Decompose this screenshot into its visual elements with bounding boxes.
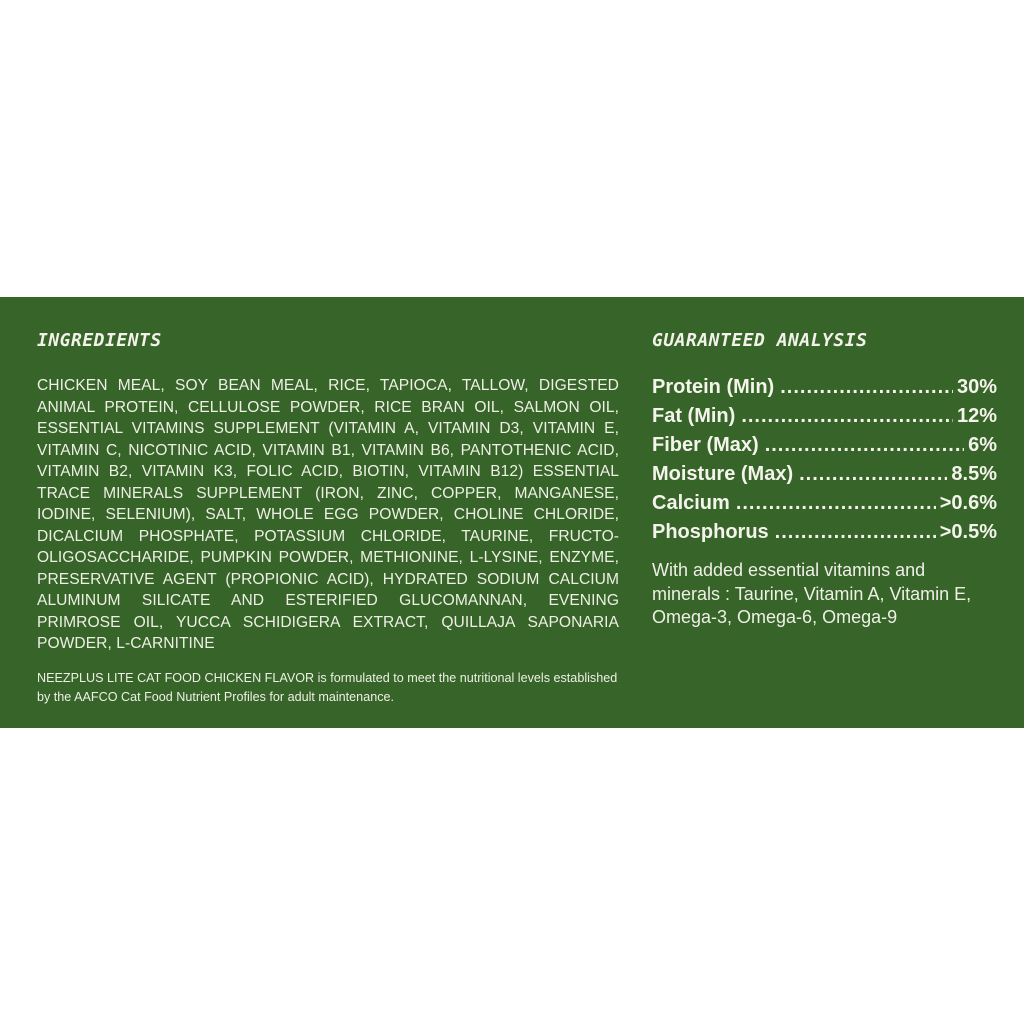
analysis-value: 8.5% (951, 463, 997, 485)
analysis-list (652, 373, 997, 547)
analysis-name: Phosphorus (652, 521, 769, 543)
analysis-value: 30% (956, 376, 997, 398)
analysis-heading: GUARANTEED ANALYSIS (652, 330, 868, 351)
leader-dots (775, 518, 936, 547)
added-vitamins-text: With added essential vitamins and minerals : Taurine, Vitamin A, Vitamin E, Omega-3, Omega-6, Omega-9 (652, 560, 972, 627)
ingredients-section (37, 327, 619, 708)
analysis-row-calcium (652, 489, 997, 518)
analysis-value: >0.6% (939, 492, 997, 514)
analysis-row-fat (652, 402, 997, 431)
analysis-row-phosphorus (652, 518, 997, 547)
analysis-name: Moisture (Max) (652, 463, 794, 485)
analysis-name: Calcium (652, 492, 730, 514)
ingredients-heading: INGREDIENTS (37, 330, 162, 351)
leader-dots (799, 460, 947, 489)
analysis-name: Fiber (Max) (652, 434, 759, 456)
ingredients-text: CHICKEN MEAL, SOY BEAN MEAL, RICE, TAPIOCA, TALLOW, DIGESTED ANIMAL PROTEIN, CELLULOSE POWDER, RICE BRAN OIL, SALMON OIL, ESSENTIAL VITAMINS SUPPLEMENT (VITAMIN A, VITAMIN D3, VITAMIN E, VITAMIN C, NICOTINIC ACID, VITAMIN B1, VITAMIN B6, PANTOTHENIC ACID, VITAMIN B2, VITAMIN K3, FOLIC ACID, BIOTIN, VITAMIN B12) ESSENTIAL TRACE MINERALS SUPPLEMENT (IRON, ZINC, COPPER, MANGANESE, IODINE, SELENIUM), SALT, WHOLE EGG POWDER, CHOLINE CHLORIDE, DICALCIUM PHOSPHATE, POTASSIUM CHLORIDE, TAURINE, FRUCTO-OLIGOSACCHARIDE, PUMPKIN POWDER, METHIONINE, L-LYSINE, ENZYME, PRESERVATIVE AGENT (PROPIONIC ACID), HYDRATED SODIUM CALCIUM ALUMINUM SILICATE AND ESTERIFIED GLUCOMANNAN, EVENING PRIMROSE OIL, YUCCA SCHIDIGERA EXTRACT, QUILLAJA SAPONARIA POWDER, L-CARNITINE (37, 377, 619, 652)
analysis-value: 6% (968, 434, 997, 456)
analysis-row-fiber (652, 431, 997, 460)
analysis-value: >0.5% (939, 521, 997, 543)
analysis-name: Protein (Min) (652, 376, 775, 398)
analysis-name: Fat (Min) (652, 405, 736, 427)
leader-dots (780, 373, 953, 402)
analysis-row-moisture (652, 460, 997, 489)
label-panel (0, 297, 1024, 728)
aafco-statement: NEEZPLUS LITE CAT FOOD CHICKEN FLAVOR is formulated to meet the nutritional levels established by the AAFCO Cat Food Nutrient Profiles for adult maintenance. (37, 670, 618, 704)
leader-dots (736, 489, 936, 518)
guaranteed-analysis-section (652, 327, 997, 630)
analysis-value: 12% (956, 405, 997, 427)
leader-dots (765, 431, 964, 460)
leader-dots (741, 402, 953, 431)
analysis-row-protein (652, 373, 997, 402)
